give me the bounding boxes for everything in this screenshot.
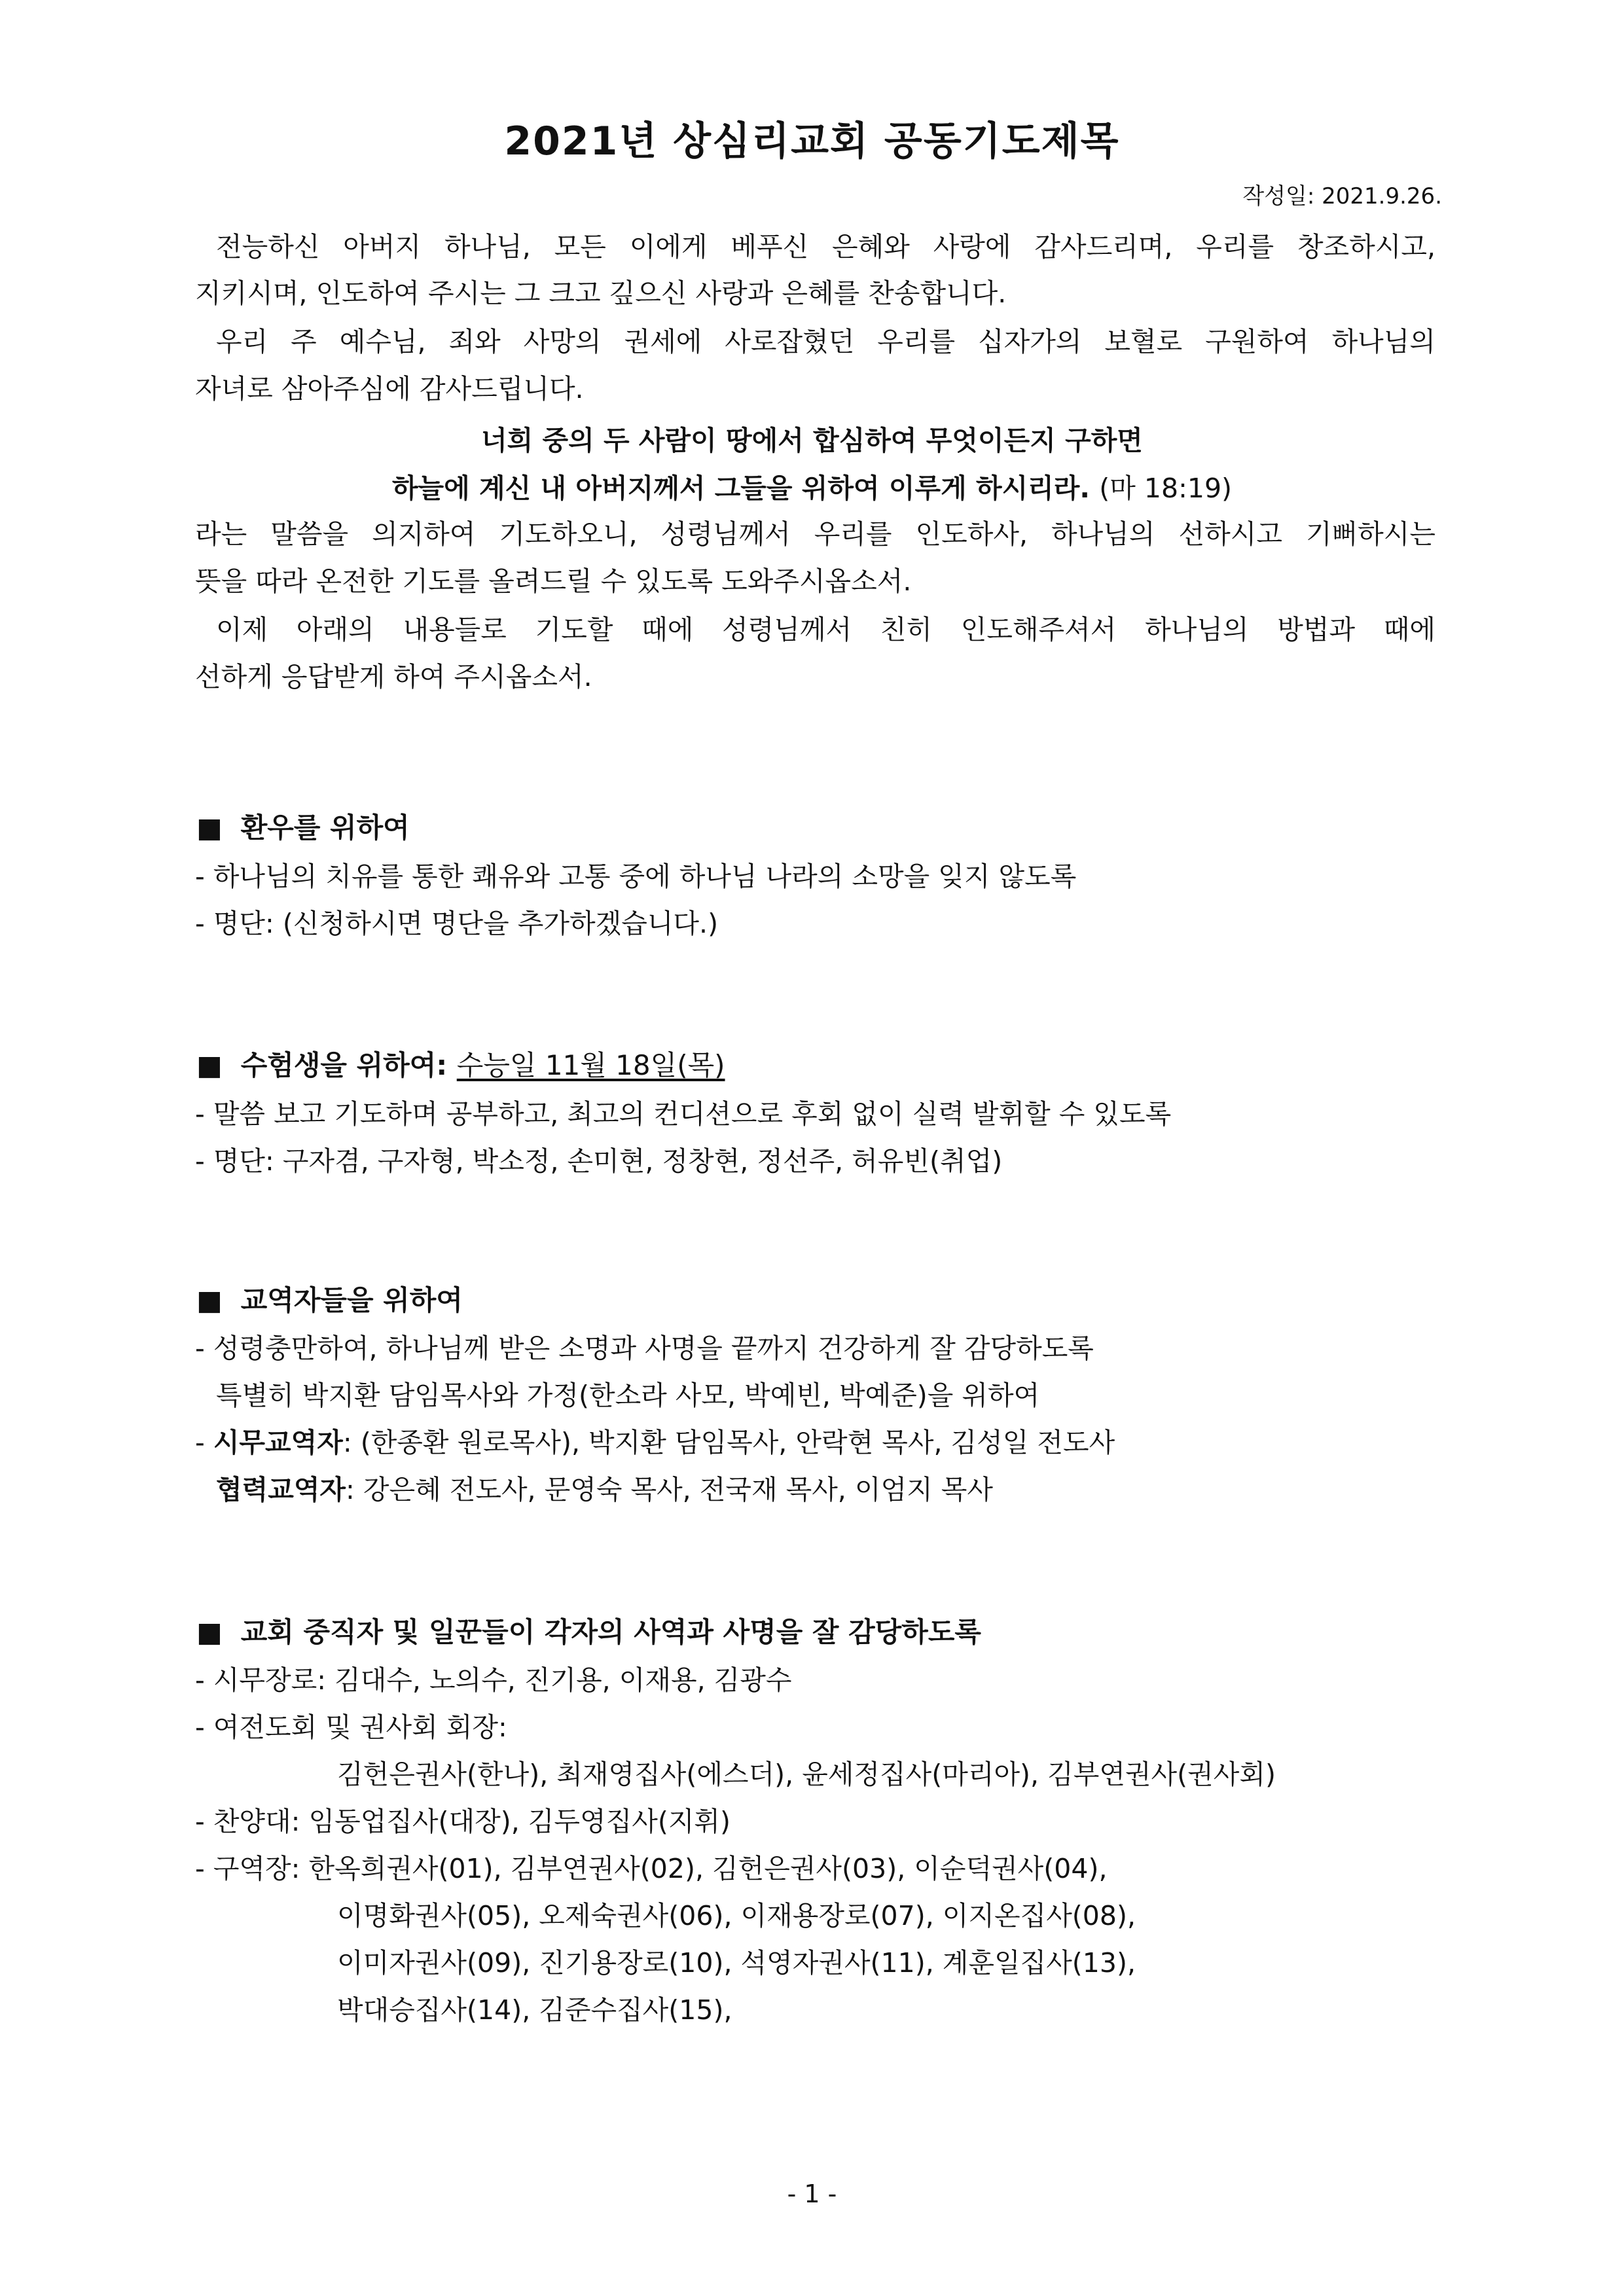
- partner-ministers-list: : 강은혜 전도사, 문영숙 목사, 전국재 목사, 이엄지 목사: [346, 1474, 993, 1505]
- officers-item-1: - 시무장로: 김대수, 노의수, 진기용, 이재용, 김광수: [195, 1664, 792, 1696]
- section-heading-students: [196, 1044, 725, 1083]
- officers-item-4-continued-2: 이미자권사(09), 진기용장로(10), 석영자권사(11), 계훈일집사(13),: [337, 1947, 1136, 1979]
- intro-paragraph-2-line-1: 우리 주 예수님, 죄와 사망의 권세에 사로잡혔던 우리를 십자가의 보혈로 구원하여 하나님의: [216, 326, 1435, 357]
- intro-paragraph-1-line-1: 전능하신 아버지 하나님, 모든 이에게 베푸신 은혜와 사랑에 감사드리며, 우리를 창조하시고,: [216, 231, 1435, 262]
- students-item-1: - 말씀 보고 기도하며 공부하고, 최고의 컨디션으로 후회 없이 실력 발휘할 수 있도록: [195, 1098, 1172, 1130]
- ministers-item-1-continued: 특별히 박지환 담임목사와 가정(한소라 사모, 박예빈, 박예준)을 위하여: [216, 1380, 1040, 1411]
- square-bullet-icon: ■: [196, 1284, 223, 1316]
- bible-verse-line-2: [0, 467, 1624, 505]
- section-heading-text: 수험생을 위하여:: [240, 1049, 448, 1081]
- page-number: - 1 -: [787, 2179, 837, 2208]
- officers-item-4-continued-3: 박대승집사(14), 김준수집사(15),: [337, 1994, 732, 2026]
- officers-item-2-continued: 김헌은권사(한나), 최재영집사(에스더), 윤세정집사(마리아), 김부연권사(권사회): [337, 1759, 1276, 1790]
- list-dash: -: [195, 1427, 213, 1458]
- exam-date-note: 수능일 11월 18일(목): [456, 1049, 725, 1081]
- section-heading-ministers: [196, 1279, 463, 1318]
- bible-verse-text: 하늘에 계신 내 아버지께서 그들을 위하여 이루게 하시리라.: [391, 473, 1090, 504]
- section-heading-text: 교회 중직자 및 일꾼들이 각자의 사역과 사명을 잘 감당하도록: [240, 1616, 981, 1648]
- intro-paragraph-3-line-2: 뜻을 따라 온전한 기도를 올려드릴 수 있도록 도와주시옵소서.: [195, 565, 912, 597]
- officers-item-2: - 여전도회 및 권사회 회장:: [195, 1712, 507, 1743]
- bible-verse-line-1: 너희 중의 두 사람이 땅에서 합심하여 무엇이든지 구하면: [481, 425, 1143, 456]
- section-heading-officers: [196, 1611, 981, 1650]
- section-heading-text: 환우를 위하여: [240, 812, 410, 844]
- active-ministers-list: : (한종환 원로목사), 박지환 담임목사, 안락현 목사, 김성일 전도사: [342, 1427, 1115, 1458]
- square-bullet-icon: ■: [196, 812, 223, 844]
- patients-item-1: - 하나님의 치유를 통한 쾌유와 고통 중에 하나님 나라의 소망을 잊지 않도록: [195, 861, 1077, 892]
- intro-paragraph-4-line-1: 이제 아래의 내용들로 기도할 때에 성령님께서 친히 인도해주셔서 하나님의 방법과 때에: [216, 614, 1435, 645]
- section-heading-patients: [196, 806, 410, 846]
- ministers-item-2: [195, 1421, 1115, 1460]
- patients-item-2: - 명단: (신청하시면 명단을 추가하겠습니다.): [195, 908, 719, 939]
- officers-item-4-continued-1: 이명화권사(05), 오제숙권사(06), 이재용장로(07), 이지온집사(08),: [337, 1900, 1136, 1931]
- written-date: 작성일: 2021.9.26.: [1242, 183, 1442, 209]
- officers-item-3: - 찬양대: 임동업집사(대장), 김두영집사(지휘): [195, 1806, 731, 1837]
- square-bullet-icon: ■: [196, 1049, 223, 1081]
- partner-ministers-label: 협력교역자: [216, 1474, 346, 1505]
- square-bullet-icon: ■: [196, 1616, 223, 1648]
- ministers-item-3: [216, 1468, 993, 1507]
- intro-paragraph-1-line-2: 지키시며, 인도하여 주시는 그 크고 깊으신 사랑과 은혜를 찬송합니다.: [195, 278, 1007, 309]
- page-title: 2021년 상심리교회 공동기도제목: [504, 118, 1120, 164]
- section-heading-text: 교역자들을 위하여: [240, 1284, 463, 1316]
- intro-paragraph-2-line-2: 자녀로 삼아주심에 감사드립니다.: [195, 373, 584, 404]
- students-item-2: - 명단: 구자겸, 구자형, 박소정, 손미현, 정창현, 정선주, 허유빈(취업): [195, 1145, 1003, 1177]
- bible-verse-reference: (마 18:19): [1099, 473, 1233, 504]
- active-ministers-label: 시무교역자: [213, 1427, 343, 1458]
- intro-paragraph-4-line-2: 선하게 응답받게 하여 주시옵소서.: [195, 661, 592, 692]
- intro-paragraph-3-line-1: 라는 말씀을 의지하여 기도하오니, 성령님께서 우리를 인도하사, 하나님의 선하시고 기뻐하시는: [195, 518, 1435, 550]
- officers-item-4: - 구역장: 한옥희권사(01), 김부연권사(02), 김헌은권사(03), 이순덕권사(04),: [195, 1853, 1108, 1884]
- ministers-item-1: - 성령충만하여, 하나님께 받은 소명과 사명을 끝까지 건강하게 잘 감당하도록: [195, 1333, 1094, 1364]
